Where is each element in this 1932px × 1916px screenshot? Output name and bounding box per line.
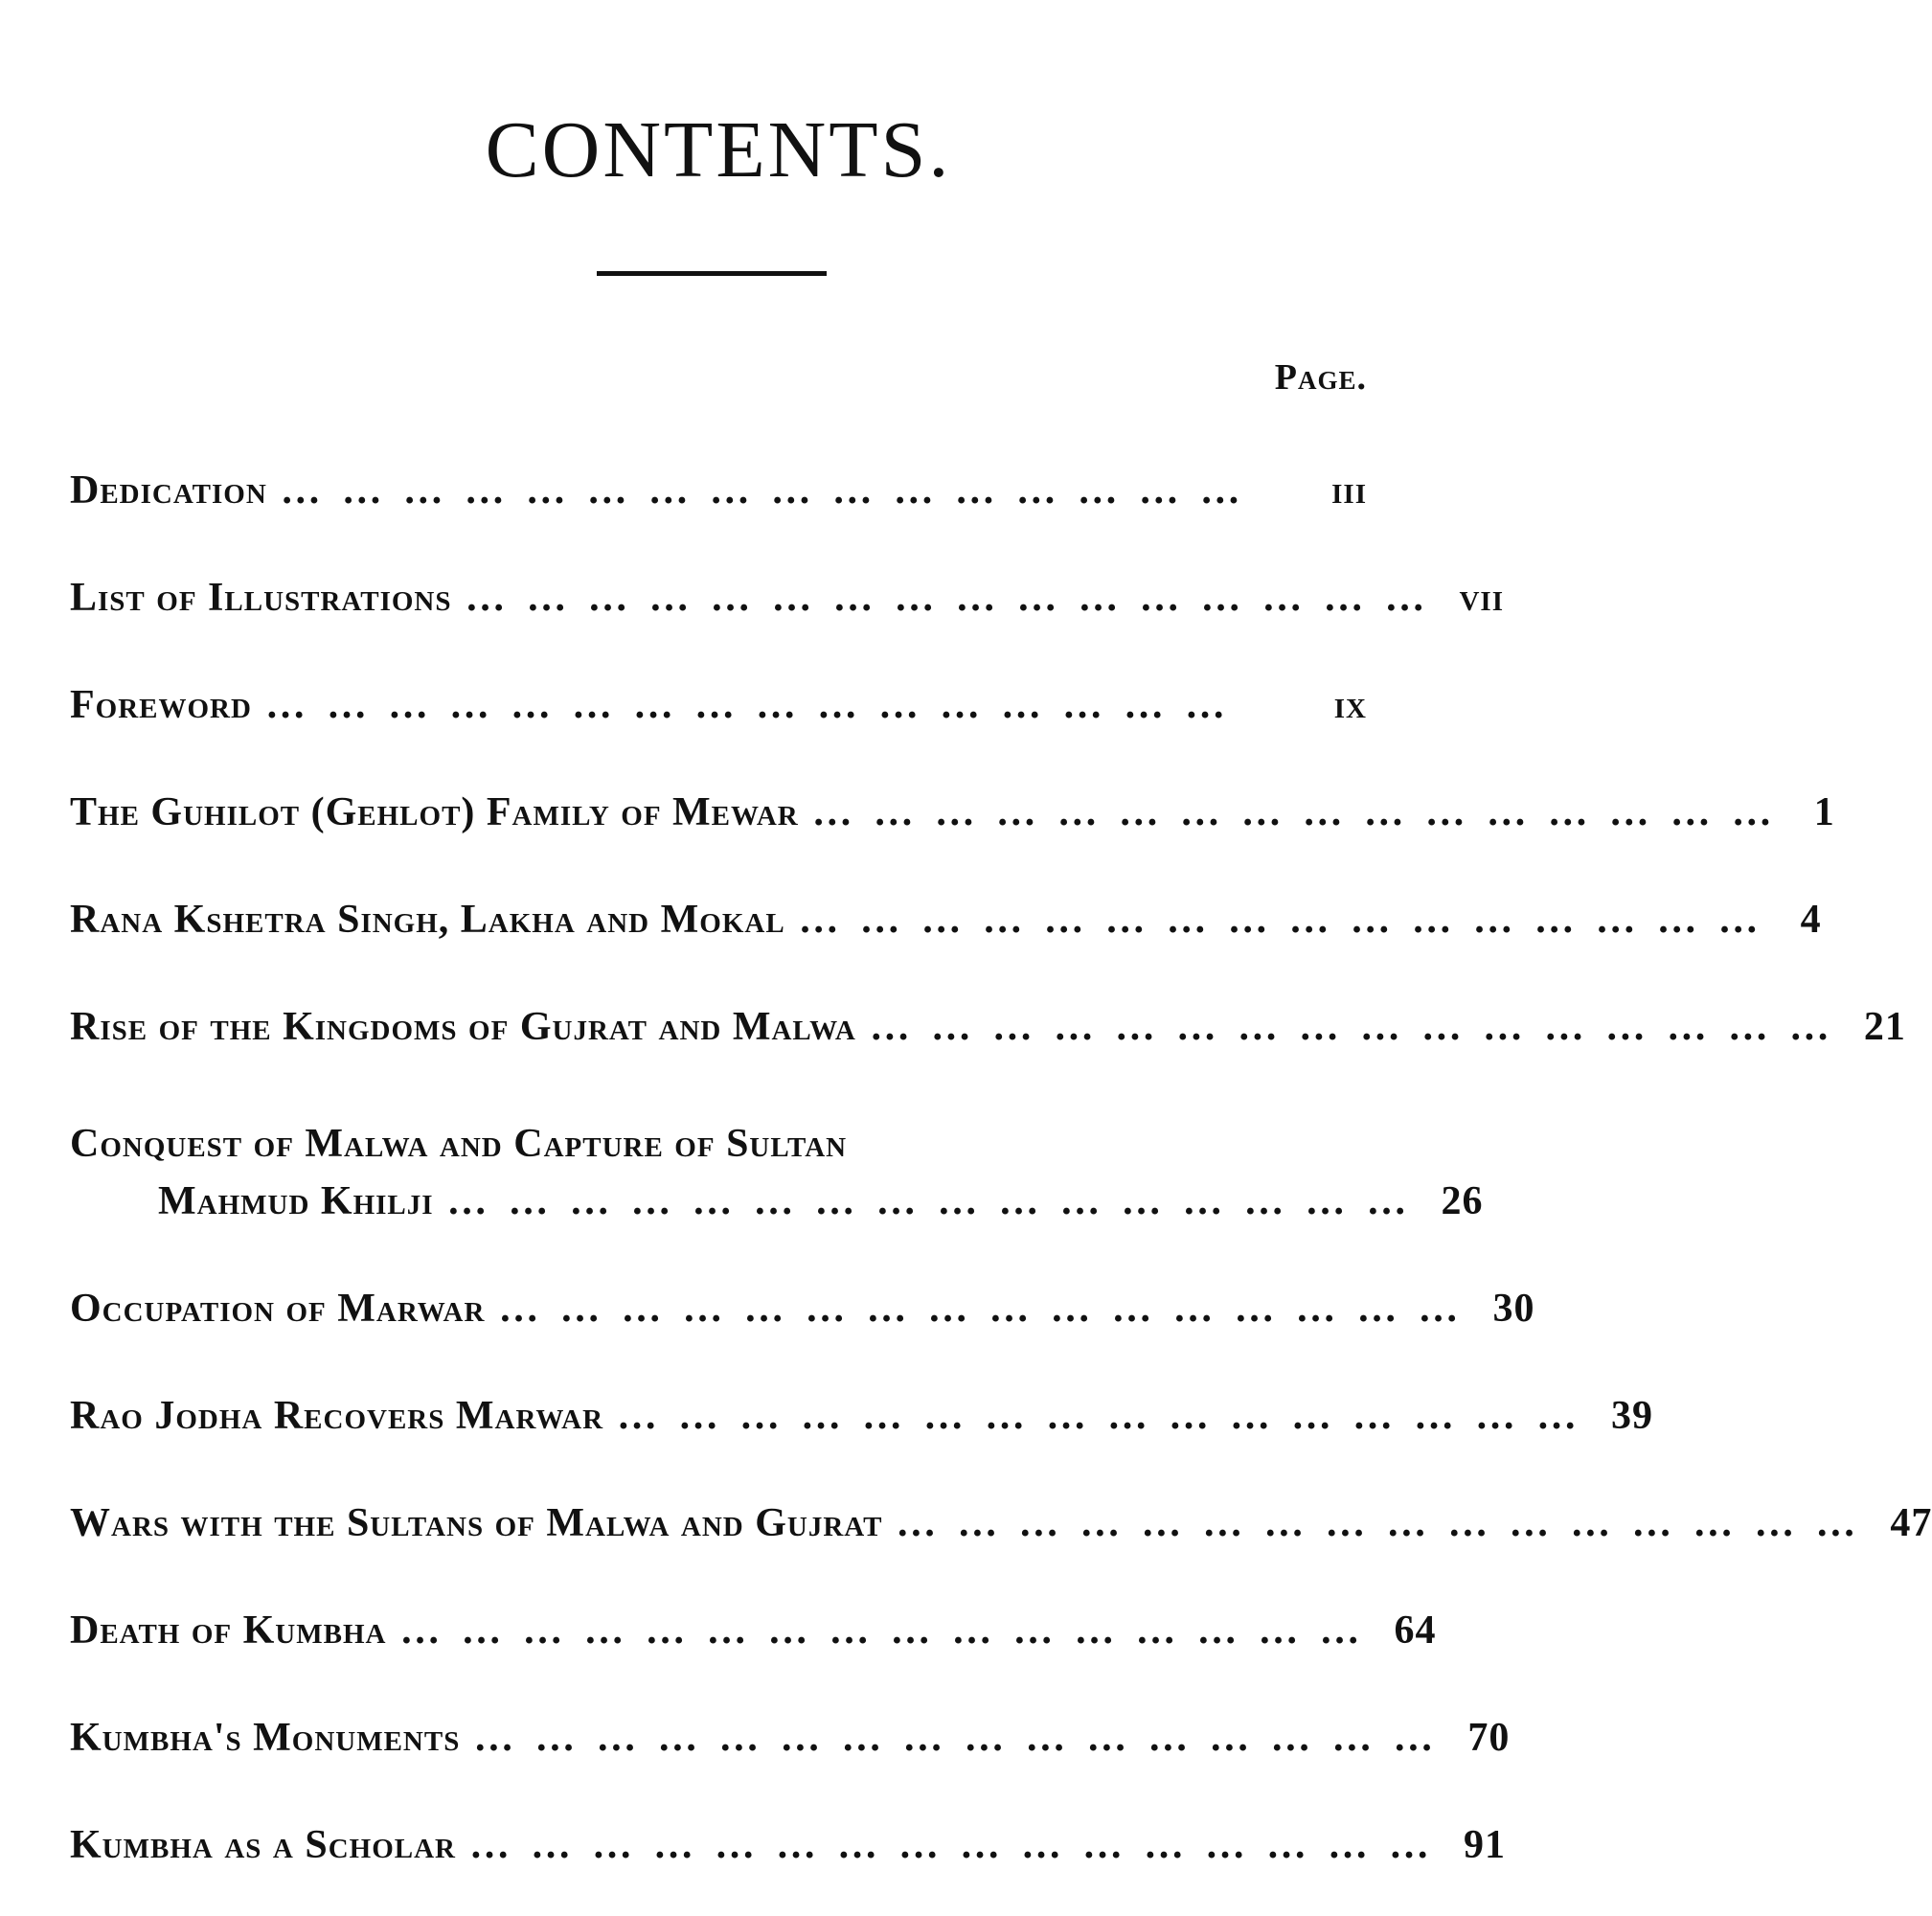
entry-page-number: 30 xyxy=(1492,1287,1535,1331)
entry-page-number: 64 xyxy=(1394,1608,1437,1653)
dot-leader: ………………………………………… xyxy=(473,1716,1455,1760)
entry-label: Rao Jodha Recovers Marwar xyxy=(70,1394,604,1438)
entry-label: Death of Kumbha xyxy=(70,1608,387,1653)
entry-label: Foreword xyxy=(70,683,252,727)
entry-label: The Guhilot (Gehlot) Family of Mewar xyxy=(70,790,799,834)
entry-label: Rana Kshetra Singh, Lakha and Mokal xyxy=(70,898,785,942)
entry-page-number: ix xyxy=(1333,683,1367,727)
entry-label: Kumbha as a Scholar xyxy=(70,1823,456,1867)
entry-page-number: 21 xyxy=(1863,1005,1906,1049)
toc-entry-dedication[interactable] xyxy=(70,468,1367,513)
entry-page-number: 4 xyxy=(1800,898,1822,942)
toc-entry-conquest-of-malwa[interactable] xyxy=(70,1122,1484,1224)
toc-entry-kumbha-as-scholar[interactable] xyxy=(70,1822,1506,1868)
entry-label: Wars with the Sultans of Malwa and Gujrat xyxy=(70,1501,883,1545)
dot-leader: ………………………………………… xyxy=(869,1005,1851,1049)
entry-label: Dedication xyxy=(70,468,267,513)
dot-leader: ………………………………………… xyxy=(896,1501,1877,1545)
entry-label: Rise of the Kingdoms of Gujrat and Malwa xyxy=(70,1005,856,1049)
entry-page-number: 26 xyxy=(1441,1179,1484,1223)
dot-leader: ………………………………………… xyxy=(468,1823,1450,1867)
toc-entry-kumbhas-monuments[interactable] xyxy=(70,1715,1511,1761)
entry-label-line1: Conquest of Malwa and Capture of Sultan xyxy=(70,1122,848,1166)
dot-leader: ………………………………………… xyxy=(446,1179,1428,1223)
dot-leader: ………………………………………… xyxy=(617,1394,1599,1438)
entry-page-number: iii xyxy=(1331,468,1367,513)
entry-label: Occupation of Marwar xyxy=(70,1287,486,1331)
entry-label-line2: Mahmud Khilji xyxy=(158,1179,434,1223)
title-rule xyxy=(597,271,827,276)
toc-entry-illustrations[interactable] xyxy=(70,575,1504,621)
dot-leader: ………………………………………… xyxy=(280,468,1261,513)
toc-entry-rise-of-kingdoms[interactable] xyxy=(70,1004,1906,1050)
toc-entry-occupation-of-marwar[interactable] xyxy=(70,1286,1535,1332)
dot-leader: ………………………………………… xyxy=(798,898,1780,942)
dot-leader: ………………………………………… xyxy=(465,576,1446,620)
entry-page-number: 1 xyxy=(1813,790,1835,834)
dot-leader: ………………………………………… xyxy=(498,1287,1480,1331)
dot-leader: ………………………………………… xyxy=(264,683,1246,727)
page-title: CONTENTS. xyxy=(485,105,952,194)
toc-entry-death-of-kumbha[interactable] xyxy=(70,1608,1437,1654)
entry-page-number: 39 xyxy=(1611,1394,1654,1438)
dot-leader: ………………………………………… xyxy=(811,790,1793,834)
toc-entry-rana-kshetra[interactable] xyxy=(70,897,1822,943)
entry-page-number: 47 xyxy=(1890,1501,1932,1545)
entry-page-number: 70 xyxy=(1467,1716,1511,1760)
toc-entry-rao-jodha[interactable] xyxy=(70,1393,1654,1439)
entry-page-number: vii xyxy=(1459,576,1504,620)
toc-entry-wars-with-sultans[interactable] xyxy=(70,1500,1932,1546)
entry-page-number: 91 xyxy=(1463,1823,1506,1867)
toc-entry-foreword[interactable] xyxy=(70,682,1367,728)
dot-leader: ………………………………………… xyxy=(399,1608,1381,1653)
toc-entry-guhilot-family[interactable] xyxy=(70,789,1835,835)
entry-label: Kumbha's Monuments xyxy=(70,1716,461,1760)
entry-label: List of Illustrations xyxy=(70,576,452,620)
page-column-header: Page. xyxy=(1274,357,1367,398)
